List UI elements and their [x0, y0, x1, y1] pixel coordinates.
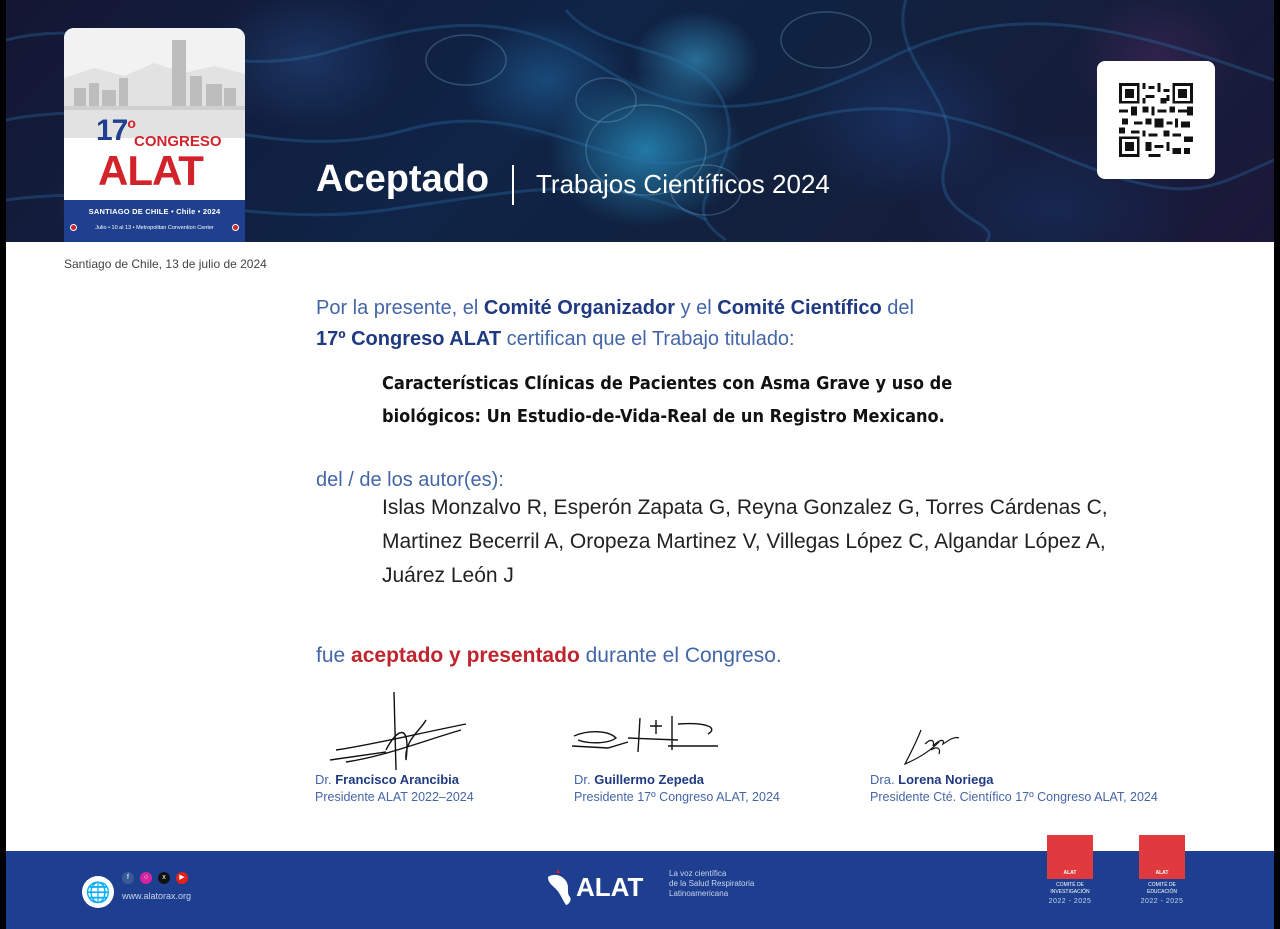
- logo-congreso: CONGRESO: [134, 133, 222, 150]
- authors-line: Juárez León J: [382, 564, 514, 587]
- website-link[interactable]: www.alatorax.org: [122, 891, 192, 901]
- facebook-icon[interactable]: f: [122, 872, 134, 884]
- authors-label: del / de los autor(es):: [316, 469, 504, 491]
- logo-band: [64, 200, 245, 242]
- intro-scientific-committee: Comité Científico: [717, 297, 882, 319]
- education-committee-icon: ALAT: [1139, 835, 1185, 879]
- signature-role: Presidente 17º Congreso ALAT, 2024: [574, 790, 780, 804]
- authors-list: [382, 491, 1182, 593]
- acceptance-statement: [316, 644, 782, 668]
- intro-text: Por la presente, el: [316, 297, 484, 319]
- accepted-highlight: aceptado y presentado: [351, 644, 580, 667]
- intro-text: y el: [675, 297, 718, 319]
- qr-code-card[interactable]: [1097, 61, 1215, 179]
- footer-tagline: La voz científica de la Salud Respiratoria Latinoamericana: [669, 869, 755, 898]
- intro-text: del: [881, 297, 914, 319]
- x-icon[interactable]: x: [158, 872, 170, 884]
- certificate-status-title: Aceptado: [316, 158, 490, 200]
- committee-research-badge: ALAT COMITÉ DE INVESTIGACIÓN 2022 - 2025: [1046, 835, 1094, 905]
- intro-organizer: Comité Organizador: [483, 297, 676, 319]
- footer-alat-wordmark: ALAT: [576, 872, 644, 902]
- place-date: Santiago de Chile, 13 de julio de 2024: [64, 257, 267, 271]
- signature-name: Dr. Guillermo Zepeda: [574, 772, 705, 787]
- signature-name: Dra. Lorena Noriega: [870, 772, 994, 787]
- logo-number: 17$^o$: [96, 114, 135, 147]
- instagram-icon[interactable]: ○: [140, 872, 152, 884]
- header-banner: [6, 0, 1274, 242]
- authors-line: Islas Monzalvo R, Esperón Zapata G, Reyna Gonzalez G, Torres Cárdenas C,: [382, 496, 1108, 519]
- signature-image: [326, 690, 476, 770]
- signature-image: [568, 712, 728, 758]
- accepted-text: durante el Congreso.: [579, 644, 782, 667]
- signature-image: [901, 728, 961, 768]
- title-divider: [512, 165, 514, 205]
- globe-icon[interactable]: 🌐: [82, 876, 114, 908]
- certification-intro: [316, 293, 1216, 355]
- work-title: Características Clínicas de Pacientes con Asma Grave y uso de biológicos: Un Estudio-de-Vida-Real de un Registro Mexicano.: [382, 373, 953, 427]
- committee-education-badge: ALAT COMITÉ DE EDUCACIÓN 2022 - 2025: [1138, 835, 1186, 905]
- skyline-illustration: [64, 28, 245, 138]
- certificate: [6, 0, 1274, 929]
- signature-role: Presidente Cté. Científico 17º Congreso ALAT, 2024: [870, 790, 1158, 804]
- authors-line: Martinez Becerril A, Oropeza Martinez V, Villegas López C, Algandar López A,: [382, 530, 1106, 553]
- qr-code-icon: [1119, 83, 1193, 157]
- intro-congress: 17º Congreso ALAT: [316, 328, 502, 350]
- signature-name: Dr. Francisco Arancibia: [315, 772, 460, 787]
- youtube-icon[interactable]: ▶: [176, 872, 188, 884]
- logo-dot-icon: [232, 224, 239, 231]
- research-committee-icon: ALAT: [1047, 835, 1093, 879]
- logo-city-line: SANTIAGO DE CHILE • Chile • 2024: [88, 207, 221, 216]
- signature-role: Presidente ALAT 2022–2024: [315, 790, 474, 804]
- certificate-subtitle: Trabajos Científicos 2024: [536, 169, 830, 199]
- congress-logo: [64, 28, 245, 242]
- accepted-text: fue: [316, 644, 352, 667]
- intro-text: certifican que el Trabajo titulado:: [501, 328, 795, 350]
- footer-bar: [6, 851, 1274, 929]
- logo-dates-line: Julio • 10 al 13 • Metropolitan Convention Center: [95, 225, 214, 231]
- logo-alat: ALAT: [98, 147, 203, 194]
